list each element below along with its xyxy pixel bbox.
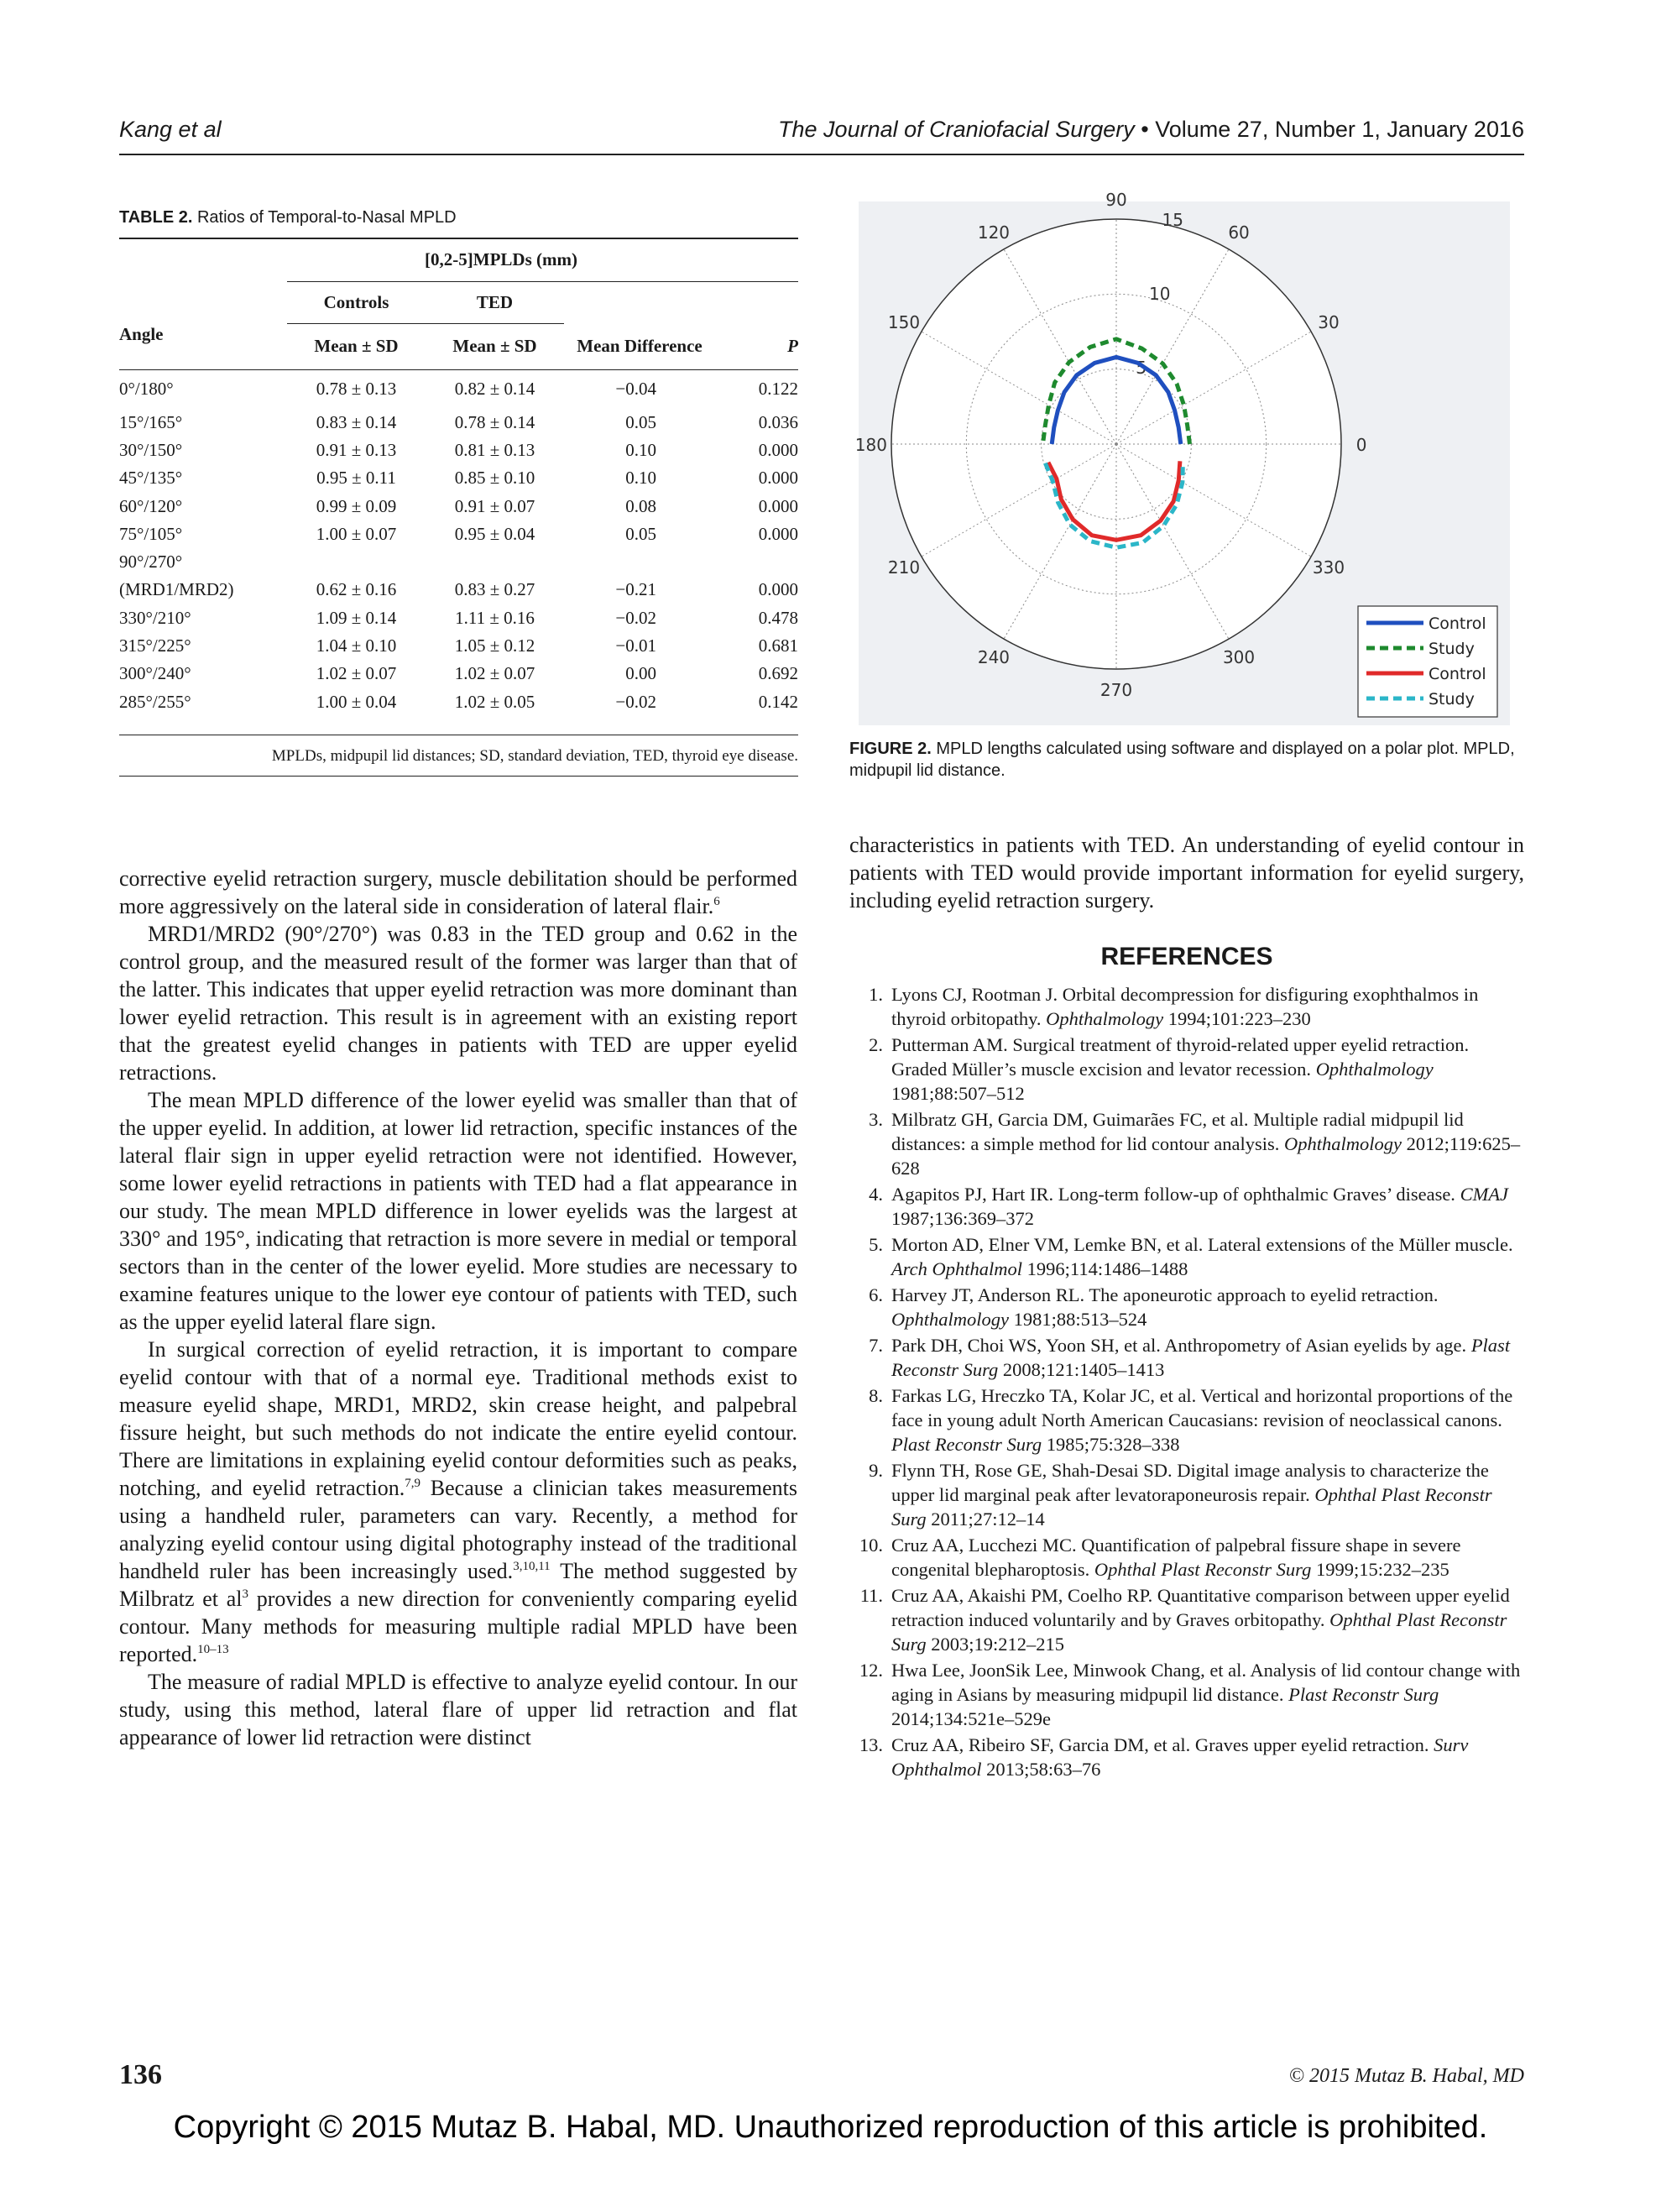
cell-ted: 1.11 ± 0.16	[455, 607, 535, 628]
cell-ted: 0.82 ± 0.14	[454, 379, 535, 399]
legend-label: Study	[1429, 640, 1475, 658]
cell-mean-difference: −0.04	[615, 379, 656, 399]
page-number: 136	[119, 2059, 162, 2090]
cell-angle: (MRD1/MRD2)	[119, 579, 234, 600]
body-paragraph: corrective eyelid retraction surgery, muscle debilitation should be performed more aggressively on the lateral side in consideration of lateral flair.$^6$	[119, 866, 797, 918]
references-list	[849, 982, 1524, 1783]
reference-number: 12.	[859, 1660, 883, 1681]
table-label: TABLE 2.	[119, 208, 193, 227]
cell-p: 0.142	[758, 691, 798, 712]
cell-p: 0.036	[758, 411, 798, 432]
cell-mean-difference: 0.05	[625, 411, 656, 432]
reference-item	[849, 1107, 1524, 1180]
reference-number: 1.	[869, 984, 883, 1005]
body-paragraph: In surgical correction of eyelid retraction, it is important to compare eyelid contour with that of a normal eye. Traditional methods exist to measure eyelid shape, MRD1, MRD2, skin crease height, and palpebral fissure height, but such methods do not indicate the entire eyelid contour. There are limitations in explaining eyelid contour deformities such as peaks, notching, and eyelid retraction.$^{7,9}$ Because a clinician takes measurements using a handheld ruler, parameters can vary. Recently, a method for analyzing eyelid contour using digital photography instead of the traditional handheld ruler has been increasingly used.$^{3,10,11}$ The method suggested by Milbratz et $al^3$ provides a new direction for conveniently comparing eyelid contour. Many methods for measuring multiple radial MPLD have been reported.$^{10-13}$	[119, 1337, 797, 1666]
reference-item	[849, 1033, 1524, 1106]
polar-chart	[854, 189, 1510, 725]
cell-ted: 1.02 ± 0.07	[454, 663, 535, 684]
cell-controls: 0.99 ± 0.09	[316, 495, 397, 516]
table-row	[119, 548, 798, 576]
table-2	[119, 208, 798, 777]
header-rule	[119, 154, 1524, 155]
cell-angle: 285°/255°	[119, 691, 191, 712]
table-row	[119, 604, 798, 632]
col-p: P	[787, 336, 798, 357]
cell-ted	[426, 548, 564, 576]
cell-controls	[287, 548, 426, 576]
reference-number: 11.	[859, 1585, 883, 1606]
cell-ted: 0.95 ± 0.04	[454, 523, 535, 544]
cell-ted: 0.85 ± 0.10	[454, 468, 535, 489]
angle-tick-label: 150	[887, 311, 921, 332]
reference-text: Lyons CJ, Rootman J. Orbital decompression for disfiguring exophthalmos in thyroid orbitopathy. Ophthalmology 1994;101:223–230	[891, 984, 1479, 1029]
footer-copyright: © 2015 Mutaz B. Habal, MD	[1288, 2065, 1524, 2087]
cell-p: 0.000	[758, 468, 798, 489]
copyright-banner: Copyright © 2015 Mutaz B. Habal, MD. Unauthorized reproduction of this article is prohibited.	[173, 2110, 1488, 2145]
angle-tick-label: 30	[1318, 311, 1340, 332]
legend-label: Control	[1429, 665, 1486, 683]
reference-item	[849, 982, 1524, 1031]
table-row	[119, 520, 798, 548]
table-row	[119, 464, 798, 492]
cell-p: 0.681	[758, 635, 798, 656]
cell-controls: 0.62 ± 0.16	[316, 579, 397, 600]
left-column-text	[119, 865, 797, 1751]
table-row	[119, 492, 798, 520]
reference-item	[849, 1583, 1524, 1656]
cell-controls: 0.83 ± 0.14	[316, 411, 397, 432]
reference-text: Cruz AA, Akaishi PM, Coelho RP. Quantitative comparison between upper eyelid retraction induced voluntarily and by Graves orbitopathy. Ophthal Plast Reconstr Surg 2003;19:212–215	[891, 1585, 1510, 1655]
cell-p: 0.122	[758, 379, 798, 399]
reference-number: 13.	[859, 1734, 883, 1755]
cell-controls: 1.02 ± 0.07	[316, 663, 397, 684]
reference-number: 5.	[869, 1234, 883, 1255]
body-paragraph: characteristics in patients with TED. An understanding of eyelid contour in patients with TED would provide important information for eyelid surgery, including eyelid retraction surgery.	[849, 833, 1524, 913]
table-row	[119, 370, 798, 409]
angle-tick-label: 210	[887, 557, 921, 578]
table-row	[119, 660, 798, 688]
radius-tick-label: 5	[1136, 358, 1147, 379]
journal-issue: Volume 27, Number 1, January 2016	[1155, 117, 1524, 142]
reference-text: Flynn TH, Rose GE, Shah-Desai SD. Digital image analysis to characterize the upper lid marginal peak after levatoraponeurosis repair. Ophthal Plast Reconstr Surg 2011;27:12–14	[891, 1460, 1492, 1530]
angle-tick-label: 300	[1222, 646, 1256, 667]
table-caption	[119, 208, 798, 239]
cell-ted: 0.78 ± 0.14	[454, 411, 535, 432]
cell-angle: 75°/105°	[119, 523, 183, 544]
reference-text: Farkas LG, Hreczko TA, Kolar JC, et al. Vertical and horizontal proportions of the face in young adult North American Caucasians: revision of neoclassical canons. Plast Reconstr Surg 1985;75:328–338	[891, 1385, 1513, 1455]
cell-controls: 0.78 ± 0.13	[316, 379, 397, 399]
reference-number: 2.	[869, 1034, 883, 1055]
cell-mean-difference: 0.10	[625, 439, 656, 460]
col-ted: TED	[476, 291, 514, 312]
reference-number: 6.	[869, 1284, 883, 1305]
cell-p: 0.692	[758, 663, 798, 684]
angle-tick-label: 60	[1228, 222, 1250, 243]
cell-p: 0.478	[758, 607, 798, 628]
reference-number: 3.	[869, 1109, 883, 1130]
cell-mean-difference: 0.10	[625, 468, 656, 489]
table-row	[119, 409, 798, 437]
cell-angle: 315°/225°	[119, 635, 191, 656]
reference-text: Milbratz GH, Garcia DM, Guimarães FC, et al. Multiple radial midpupil lid distances: a simple method for lid contour analysis. Ophthalmology 2012;119:625–628	[891, 1109, 1521, 1179]
angle-tick-label: 0	[1355, 435, 1367, 455]
table-row	[119, 632, 798, 660]
table-caption-text: Ratios of Temporal-to-Nasal MPLD	[196, 208, 457, 227]
radius-tick-label: 15	[1162, 210, 1183, 231]
references-heading: REFERENCES	[1100, 943, 1273, 970]
reference-item	[849, 1733, 1524, 1781]
reference-text: Agapitos PJ, Hart IR. Long-term follow-up of ophthalmic Graves’ disease. CMAJ 1987;136:369–372	[891, 1184, 1509, 1229]
figure-label: FIGURE 2.	[849, 740, 932, 758]
legend-label: Control	[1429, 614, 1486, 633]
reference-text: Putterman AM. Surgical treatment of thyroid-related upper eyelid retraction. Graded Müller’s muscle excision and levator recession. Ophthalmology 1981;88:507–512	[891, 1034, 1470, 1104]
angle-tick-label: 330	[1312, 557, 1345, 578]
reference-item	[849, 1458, 1524, 1531]
cell-controls: 1.00 ± 0.07	[316, 523, 397, 544]
col-mean-sd-controls: Mean ± SD	[314, 336, 399, 357]
cell-ted: 0.81 ± 0.13	[454, 439, 535, 460]
col-angle: Angle	[119, 324, 164, 344]
radius-tick-label: 10	[1149, 284, 1171, 305]
reference-item	[849, 1533, 1524, 1582]
angle-tick-label: 240	[977, 646, 1011, 667]
header-bullet: •	[1141, 117, 1149, 142]
reference-item	[849, 1333, 1524, 1382]
cell-mean-difference: −0.21	[615, 579, 656, 600]
col-controls: Controls	[323, 291, 389, 312]
table-row	[119, 688, 798, 715]
reference-text: Harvey JT, Anderson RL. The aponeurotic approach to eyelid retraction. Ophthalmology 1981;88:513–524	[891, 1284, 1439, 1330]
table-group-header: [0,2-5]MPLDs (mm)	[425, 249, 577, 270]
legend-label: Study	[1429, 690, 1475, 709]
cell-controls: 0.91 ± 0.13	[316, 439, 397, 460]
cell-p: 0.000	[758, 495, 798, 516]
running-head-authors: Kang et al	[119, 117, 222, 142]
body-paragraph: The measure of radial MPLD is effective to analyze eyelid contour. In our study, using this method, lateral flare of upper lid retraction and flat appearance of lower lid retraction were distinct	[119, 1670, 797, 1749]
cell-p: 0.000	[758, 579, 798, 600]
reference-text: Hwa Lee, JoonSik Lee, Minwook Chang, et al. Analysis of lid contour change with aging in Asians by measuring midpupil lid distance. Plast Reconstr Surg 2014;134:521e–529e	[891, 1660, 1521, 1729]
table-footnote: MPLDs, midpupil lid distances; SD, standard deviation, TED, thyroid eye disease.	[119, 735, 798, 777]
reference-number: 7.	[869, 1335, 883, 1356]
cell-mean-difference: 0.00	[625, 663, 656, 684]
cell-mean-difference	[564, 548, 715, 576]
cell-controls: 1.09 ± 0.14	[316, 607, 397, 628]
reference-item	[849, 1182, 1524, 1231]
col-mean-difference: Mean Difference	[577, 336, 703, 357]
cell-angle: 0°/180°	[119, 379, 174, 399]
reference-item	[849, 1383, 1524, 1456]
cell-angle: 330°/210°	[119, 607, 191, 628]
cell-p: 0.000	[758, 439, 798, 460]
figure-caption	[849, 738, 1524, 782]
cell-mean-difference: 0.08	[625, 495, 656, 516]
polar-plot-figure	[854, 189, 1510, 725]
reference-item	[849, 1232, 1524, 1281]
cell-mean-difference: −0.01	[615, 635, 656, 656]
col-mean-sd-ted: Mean ± SD	[452, 336, 537, 357]
reference-number: 9.	[869, 1460, 883, 1481]
running-head-journal	[778, 117, 1524, 143]
angle-tick-label: 120	[977, 222, 1011, 243]
angle-tick-label: 270	[1099, 680, 1133, 701]
cell-controls: 1.00 ± 0.04	[316, 691, 397, 712]
cell-p	[715, 548, 798, 576]
cell-controls: 1.04 ± 0.10	[316, 635, 397, 656]
cell-controls: 0.95 ± 0.11	[316, 468, 396, 489]
table-row	[119, 437, 798, 464]
angle-tick-label: 180	[854, 435, 887, 455]
cell-angle: 300°/240°	[119, 663, 191, 684]
reference-number: 8.	[869, 1385, 883, 1406]
cell-angle: 60°/120°	[119, 495, 183, 516]
right-column-text	[849, 831, 1524, 914]
reference-item	[849, 1283, 1524, 1331]
body-paragraph: MRD1/MRD2 (90°/270°) was 0.83 in the TED group and 0.62 in the control group, and the measured result of the former was larger than that of the latter. This indicates that upper eyelid retraction was more dominant than lower eyelid retraction. This result is in agreement with an existing report that the greatest eyelid changes in patients with TED are upper eyelid retractions.	[119, 922, 797, 1085]
cell-ted: 0.91 ± 0.07	[454, 495, 535, 516]
reference-number: 4.	[869, 1184, 883, 1205]
reference-item	[849, 1658, 1524, 1731]
cell-mean-difference: −0.02	[615, 691, 656, 712]
cell-p: 0.000	[758, 523, 798, 544]
cell-ted: 1.05 ± 0.12	[454, 635, 535, 656]
cell-angle: 15°/165°	[119, 411, 183, 432]
reference-text: Cruz AA, Lucchezi MC. Quantification of palpebral fissure shape in severe congenital blepharoptosis. Ophthal Plast Reconstr Surg 1999;15:232–235	[891, 1535, 1461, 1580]
reference-text: Morton AD, Elner VM, Lemke BN, et al. Lateral extensions of the Müller muscle. Arch Ophthalmol 1996;114:1486–1488	[891, 1234, 1513, 1279]
cell-ted: 0.83 ± 0.27	[454, 579, 535, 600]
reference-text: Park DH, Choi WS, Yoon SH, et al. Anthropometry of Asian eyelids by age. Plast Reconstr Surg 2008;121:1405–1413	[891, 1335, 1511, 1380]
cell-mean-difference: −0.02	[615, 607, 656, 628]
reference-text: Cruz AA, Ribeiro SF, Garcia DM, et al. Graves upper eyelid retraction. Surv Ophthalmol 2013;58:63–76	[891, 1734, 1469, 1780]
cell-ted: 1.02 ± 0.05	[454, 691, 535, 712]
cell-mean-difference: 0.05	[625, 523, 656, 544]
reference-number: 10.	[859, 1535, 883, 1556]
table-row	[119, 576, 798, 604]
cell-angle: 90°/270°	[119, 552, 183, 573]
angle-tick-label: 90	[1105, 189, 1127, 210]
journal-name: The Journal of Craniofacial Surgery	[778, 117, 1135, 142]
cell-angle: 30°/150°	[119, 439, 183, 460]
body-paragraph: The mean MPLD difference of the lower eyelid was smaller than that of the upper eyelid. In addition, at lower lid retraction, specific instances of the lateral flair sign in upper eyelid retraction were not identified. However, some lower eyelid retractions in patients with TED had a flat appearance in our study. The mean MPLD difference in lower eyelids was the largest at 330° and 195°, indicating that retraction is more severe in medial or temporal sectors than in the center of the lower eyelid. More studies are necessary to examine features unique to the lower eye contour of patients with TED, such as the upper eyelid lateral flare sign.	[119, 1088, 797, 1334]
ratios-table	[119, 239, 798, 728]
cell-angle: 45°/135°	[119, 468, 183, 489]
figure-caption-text: MPLD lengths calculated using software and displayed on a polar plot. MPLD, midpupil lid distance.	[849, 740, 1515, 780]
